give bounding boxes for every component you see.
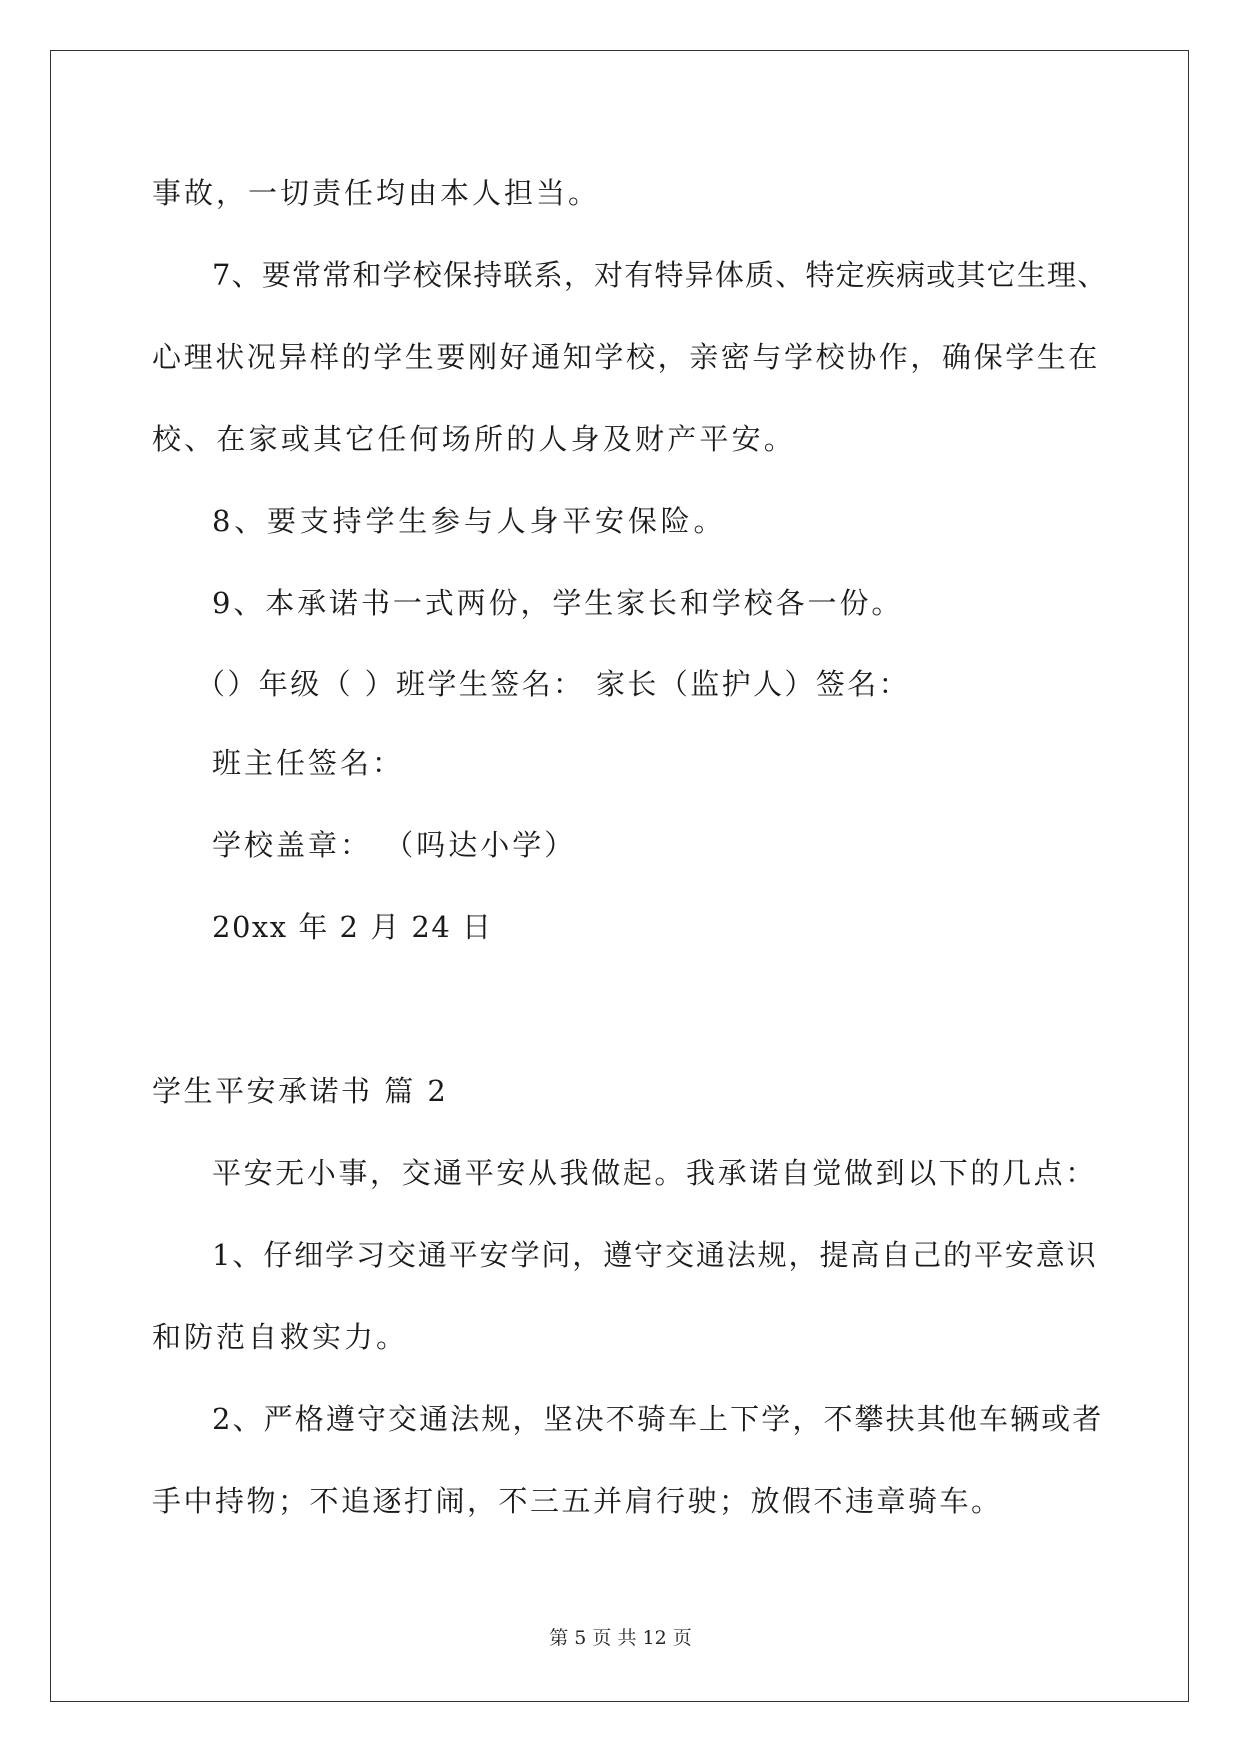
school-seal-line: 学校盖章： （吗达小学） <box>212 828 577 862</box>
text-line: 1、仔细学习交通平安学问，遵守交通法规，提高自己的平安意识 <box>212 1238 1098 1272</box>
text-line: 平安无小事，交通平安从我做起。我承诺自觉做到以下的几点： <box>212 1156 1097 1190</box>
text-line: 事故，一切责任均由本人担当。 <box>152 176 601 210</box>
text-line: 8、要支持学生参与人身平安保险。 <box>212 504 727 538</box>
text-line: 心理状况异样的学生要刚好通知学校，亲密与学校协作，确保学生在 <box>152 340 1101 374</box>
page-footer: 第 5 页 共 12 页 <box>549 1627 692 1649</box>
text-line: 9、本承诺书一式两份，学生家长和学校各一份。 <box>212 586 904 620</box>
text-line: 校、在家或其它任何场所的人身及财产平安。 <box>152 422 797 456</box>
text-line: 手中持物；不追逐打闹，不三五并肩行驶；放假不违章骑车。 <box>152 1484 1003 1518</box>
text-line: 7、要常常和学校保持联系，对有特异体质、特定疾病或其它生理、 <box>212 258 1108 292</box>
text-line: 和防范自救实力。 <box>152 1320 409 1354</box>
text-line: 2、严格遵守交通法规，坚决不骑车上下学，不攀扶其他车辆或者 <box>212 1402 1104 1436</box>
date-line: 20xx 年 2 月 24 日 <box>212 910 493 944</box>
signature-line: （）年级（ ）班学生签名： 家长（监护人）签名： <box>196 667 911 701</box>
page-border <box>50 50 1189 1702</box>
signature-line: 班主任签名： <box>212 746 405 780</box>
section-title: 学生平安承诺书 篇 2 <box>152 1074 449 1108</box>
